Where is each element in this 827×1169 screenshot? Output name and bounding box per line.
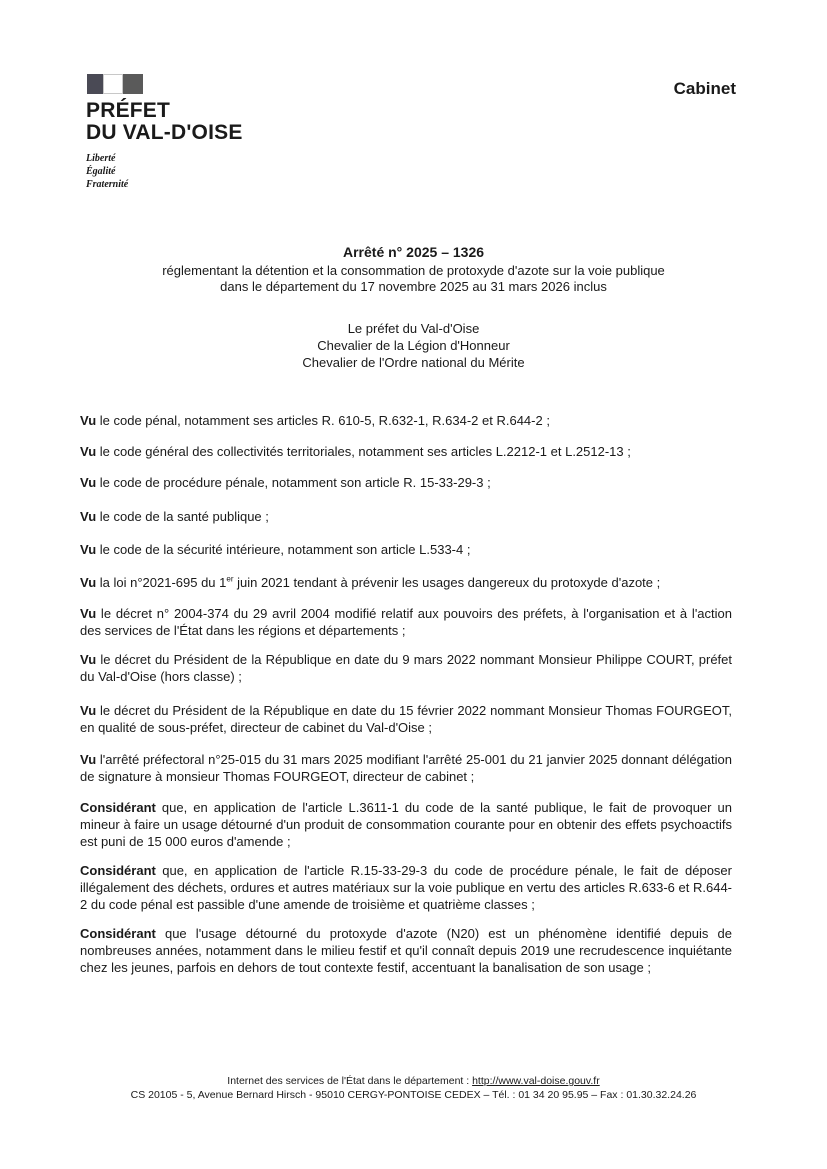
logo-white-band [103, 74, 123, 94]
paragraph-considerant-dechets: Considérant que, en application de l'article R.15-33-29-3 du code de procédure pénale, le fait de déposer illégalement des déchets, ordures et autres matériaux sur la voie publique en vertu des articles R.633-6 et R.644-2 du code pénal est passible d'une amende de troisième et quatrième classes ; [80, 863, 732, 912]
motto-egalite: Égalité [86, 166, 116, 177]
paragraph-vu-code-penal: Vu le code pénal, notamment ses articles R. 610-5, R.632-1, R.634-2 et R.644-2 ; [80, 413, 550, 428]
logo-blue-band [87, 74, 103, 94]
paragraph-vu-securite-interieure: Vu le code de la sécurité intérieure, notamment son article L.533-4 ; [80, 542, 471, 557]
decree-subject-line1: réglementant la détention et la consommation de protoxyde d'azote sur la voie publique [162, 263, 665, 278]
paragraph-vu-cgct: Vu le code général des collectivités territoriales, notamment ses articles L.2212-1 et L.2512-13 ; [80, 444, 631, 459]
paragraph-vu-decret-sous-prefet: Vu le décret du Président de la République en date du 15 février 2022 nommant Monsieur Thomas FOURGEOT, en qualité de sous-préfet, directeur de cabinet du Val-d'Oise ; [80, 703, 732, 735]
authority-line3: Chevalier de l'Ordre national du Mérite [302, 355, 525, 370]
authority-line1: Le préfet du Val-d'Oise [347, 321, 480, 336]
paragraph-vu-loi-2021: Vu la loi n°2021-695 du 1er juin 2021 tendant à prévenir les usages dangereux du protoxyde d'azote ; [80, 574, 661, 590]
paragraph-considerant-protoxyde: Considérant que l'usage détourné du protoxyde d'azote (N20) est un phénomène identifié depuis de nombreuses années, notamment dans le milieu festif et qu'il connaît depuis 2019 une recrudescence inquiétante chez les jeunes, parfois en dehors de tout contexte festif, accentuant la banalisation de son usage ; [80, 926, 732, 975]
paragraph-vu-sante-publique: Vu le code de la santé publique ; [80, 509, 269, 524]
decree-number: Arrêté n° 2025 – 1326 [342, 244, 485, 260]
paragraph-vu-procedure-penale: Vu le code de procédure pénale, notamment son article R. 15-33-29-3 ; [80, 475, 491, 490]
org-name-line1: PRÉFET [86, 99, 171, 122]
org-name-line2: DU VAL-D'OISE [86, 121, 243, 144]
authority-line2: Chevalier de la Légion d'Honneur [317, 338, 510, 353]
motto-fraternite: Fraternité [86, 179, 129, 190]
marianne-logo-icon [87, 74, 143, 94]
paragraph-vu-decret-2004: Vu le décret n° 2004-374 du 29 avril 2004 modifié relatif aux pouvoirs des préfets, à l'organisation et à l'action des services de l'État dans les régions et départements ; [80, 606, 732, 638]
motto-liberte: Liberté [86, 153, 116, 164]
paragraph-vu-arrete-delegation: Vu l'arrêté préfectoral n°25-015 du 31 mars 2025 modifiant l'arrêté 25-001 du 21 janvier 2025 donnant délégation de signature à monsieur Thomas FOURGEOT, directeur de cabinet ; [80, 752, 732, 784]
footer-website-line: Internet des services de l'État dans le département : http://www.val-doise.gouv.fr [227, 1075, 600, 1087]
decree-subject-line2: dans le département du 17 novembre 2025 au 31 mars 2026 inclus [220, 279, 607, 294]
service-label: Cabinet [673, 79, 736, 98]
website-link[interactable]: http://www.val-doise.gouv.fr [472, 1075, 600, 1087]
paragraph-considerant-mineur: Considérant que, en application de l'article L.3611-1 du code de la santé publique, le fait de provoquer un mineur à faire un usage détourné d'un produit de consommation courante pour en obtenir des effets psychoactifs est puni de 15 000 euros d'amende ; [80, 800, 732, 849]
footer-address-line: CS 20105 - 5, Avenue Bernard Hirsch - 95010 CERGY-PONTOISE CEDEX – Tél. : 01 34 20 95.95 – Fax : 01.30.32.24.26 [130, 1089, 697, 1101]
paragraph-vu-decret-prefet: Vu le décret du Président de la République en date du 9 mars 2022 nommant Monsieur Philippe COURT, préfet du Val-d'Oise (hors classe) ; [80, 652, 732, 684]
logo-red-band [123, 74, 143, 94]
